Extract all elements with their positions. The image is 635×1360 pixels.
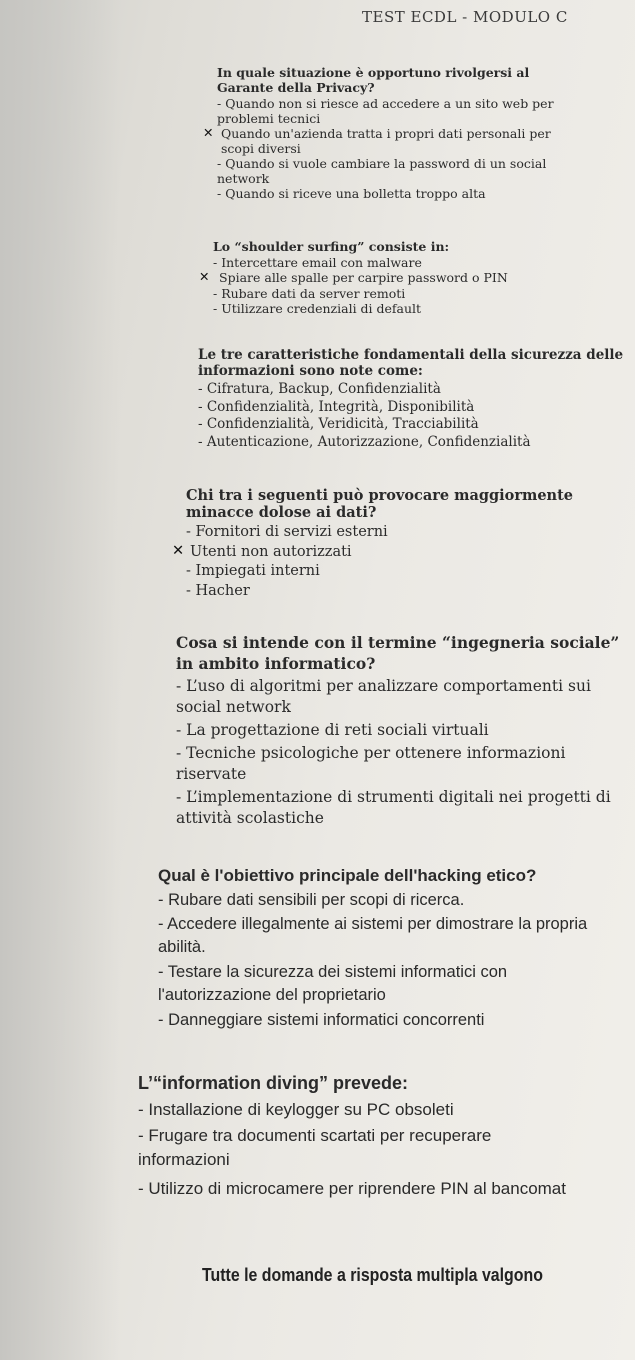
question-1 xyxy=(203,65,577,202)
answer-option: - Frugare tra documenti scartati per recuperare informazioni xyxy=(138,1126,492,1169)
answer-option: - Confidenzialità, Veridicità, Tracciabilità xyxy=(198,416,479,432)
cross-mark-icon: ✕ xyxy=(172,542,185,559)
question-3 xyxy=(198,348,628,450)
cross-mark-icon: ✕ xyxy=(199,269,210,284)
question-6 xyxy=(158,866,618,1032)
answer-option: - Quando si riceve una bolletta troppo alta xyxy=(217,186,486,201)
question-text: L’“information diving” prevede: xyxy=(138,1073,409,1093)
footer-note: Tutte le domande a risposta multipla valgono xyxy=(202,1264,543,1285)
answer-option: - Utilizzare credenziali di default xyxy=(213,301,422,316)
answer-option: - L’implementazione di strumenti digitali nei progetti di attività scolastiche xyxy=(176,788,611,827)
question-7 xyxy=(138,1072,608,1202)
question-text: In quale situazione è opportuno rivolgersi al Garante della Privacy? xyxy=(217,65,530,95)
photo-shadow xyxy=(0,0,120,1360)
answer-option: - Intercettare email con malware xyxy=(213,254,422,270)
page-title: TEST ECDL - MODULO C xyxy=(362,8,568,26)
question-text: Qual è l'obiettivo principale dell'hacking etico? xyxy=(158,866,537,885)
question-text: Lo “shoulder surfing” consiste in: xyxy=(213,239,450,254)
answer-option: - Testare la sicurezza dei sistemi informatici con l'autorizzazione del proprietario xyxy=(158,963,508,1004)
answer-option: - Installazione di keylogger su PC obsoleti xyxy=(138,1100,454,1119)
answer-option: - Utilizzo di microcamere per riprendere PIN al bancomat xyxy=(138,1179,566,1198)
answer-option: - Autenticazione, Autorizzazione, Confidenzialità xyxy=(198,433,531,450)
answer-option: - Quando non si riesce ad accedere a un sito web per problemi tecnici xyxy=(217,96,554,126)
answer-option: - La progettazione di reti sociali virtuali xyxy=(176,721,489,739)
answer-option: - Tecniche psicologiche per ottenere informazioni riservate xyxy=(176,744,566,783)
question-text: Chi tra i seguenti può provocare maggiormente minacce dolose ai dati? xyxy=(186,487,574,521)
answer-option: - Danneggiare sistemi informatici concorrenti xyxy=(158,1011,485,1029)
question-text: Cosa si intende con il termine “ingegneria sociale” in ambito informatico? xyxy=(176,633,620,673)
answer-option: - Quando si vuole cambiare la password di un social network xyxy=(217,156,547,186)
question-4 xyxy=(172,487,616,599)
question-5 xyxy=(176,632,631,829)
answer-option-marked: ✕ Quando un'azienda tratta i propri dati personali per scopi diversi xyxy=(203,125,551,156)
question-text: Le tre caratteristiche fondamentali della sicurezza delle informazioni sono note come: xyxy=(198,347,624,379)
answer-option: - Rubare dati sensibili per scopi di ricerca. xyxy=(158,891,465,909)
cross-mark-icon: ✕ xyxy=(203,125,214,140)
answer-option: - Hacher xyxy=(186,582,250,599)
question-2 xyxy=(199,239,593,317)
answer-option-marked: ✕ Utenti non autorizzati xyxy=(172,542,352,560)
answer-option: - Confidenzialità, Integrità, Disponibilità xyxy=(198,398,475,415)
answer-option: - Cifratura, Backup, Confidenzialità xyxy=(198,381,441,397)
answer-option: - Rubare dati da server remoti xyxy=(213,285,406,301)
answer-option: - Fornitori di servizi esterni xyxy=(186,524,388,540)
answer-option: - Accedere illegalmente ai sistemi per dimostrare la propria abilità. xyxy=(158,915,588,956)
answer-option-marked: ✕ Spiare alle spalle per carpire password o PIN xyxy=(199,269,508,285)
answer-option: - Impiegati interni xyxy=(186,563,320,579)
answer-option: - L’uso di algoritmi per analizzare comportamenti sui social network xyxy=(176,677,591,716)
